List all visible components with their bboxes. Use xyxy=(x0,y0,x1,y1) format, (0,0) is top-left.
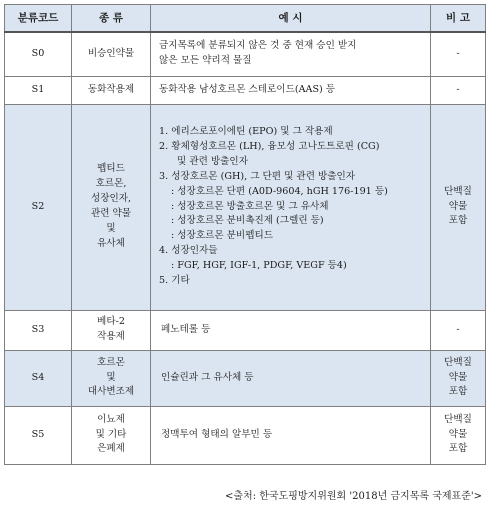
cell-examples xyxy=(151,32,431,76)
kind-line: 베타-2 xyxy=(97,316,125,328)
cell-note xyxy=(431,104,486,310)
example-line: 및 관련 방출인자 xyxy=(177,155,248,167)
cell-code: S4 xyxy=(5,350,72,406)
example-line: 5. 기타 xyxy=(159,274,190,286)
note-line: 단백질 xyxy=(444,185,472,197)
table-row xyxy=(5,406,486,464)
kind-line: 및 기타 xyxy=(95,428,127,440)
example-line: 동화작용 남성호르몬 스테로이드(AAS) 등 xyxy=(159,83,336,95)
header-kind: 종 류 xyxy=(72,5,151,33)
cell-kind xyxy=(72,310,151,350)
example-line: : 성장호르몬 분비촉진제 (그렐린 등) xyxy=(171,215,324,227)
note-line: 포함 xyxy=(448,386,468,398)
example-line: 정맥투여 형태의 알부민 등 xyxy=(161,428,273,440)
cell-note xyxy=(431,350,486,406)
cell-examples xyxy=(151,406,431,464)
header-code: 분류코드 xyxy=(5,5,72,33)
cell-kind xyxy=(72,104,151,310)
cell-code: S3 xyxy=(5,310,72,350)
cell-code: S2 xyxy=(5,104,72,310)
cell-kind xyxy=(72,32,151,76)
example-line: 4. 성장인자들 xyxy=(159,245,218,257)
kind-line: 호르몬, xyxy=(95,178,127,190)
table-row xyxy=(5,350,486,406)
cell-examples xyxy=(151,350,431,406)
example-line: : FGF, HGF, IGF-1, PDGF, VEGF 등4) xyxy=(171,260,347,271)
cell-code: S1 xyxy=(5,76,72,104)
cell-kind xyxy=(72,406,151,464)
note-line: 포함 xyxy=(448,443,468,455)
note-line: 포함 xyxy=(448,215,468,227)
prohibited-list-table xyxy=(4,4,486,465)
kind-line: 대사변조제 xyxy=(87,386,135,398)
kind-line: 및 xyxy=(106,371,116,383)
note-line: - xyxy=(456,83,460,95)
cell-examples xyxy=(151,76,431,104)
cell-examples xyxy=(151,104,431,310)
table-row xyxy=(5,104,486,310)
example-line: 2. 황체형성호르몬 (LH), 융모성 고나도트로핀 (CG) xyxy=(159,141,380,153)
table-row xyxy=(5,32,486,76)
cell-note xyxy=(431,76,486,104)
kind-line: 성장인자, xyxy=(90,193,132,205)
example-line: : 성장호르몬 분비펩티드 xyxy=(171,230,274,242)
cell-examples xyxy=(151,310,431,350)
cell-note xyxy=(431,310,486,350)
note-line: 약물 xyxy=(448,200,468,212)
example-line: 3. 성장호르몬 (GH), 그 단편 및 관련 방출인자 xyxy=(159,170,356,182)
table-row xyxy=(5,76,486,104)
example-line: 않은 모든 약리적 물질 xyxy=(159,55,252,67)
note-line: 단백질 xyxy=(444,356,472,368)
note-line: 약물 xyxy=(448,428,468,440)
cell-code: S5 xyxy=(5,406,72,464)
note-line: - xyxy=(456,323,460,335)
example-line: : 성장호르몬 방출호르몬 및 그 유사체 xyxy=(171,200,329,212)
table-body xyxy=(5,32,486,464)
example-line: 금지목록에 분류되지 않은 것 중 현재 승인 받지 xyxy=(159,40,357,52)
cell-note xyxy=(431,32,486,76)
kind-line: 동화작용제 xyxy=(87,83,135,95)
cell-code: S0 xyxy=(5,32,72,76)
cell-note xyxy=(431,406,486,464)
source-caption: <출처: 한국도핑방지위원회 '2018년 금지목록 국제표준'> xyxy=(225,491,482,502)
kind-line: 유사체 xyxy=(97,237,125,249)
kind-line: 및 xyxy=(106,222,116,234)
example-line: : 성장호르몬 단편 (A0D-9604, hGH 176-191 등) xyxy=(171,185,388,197)
kind-line: 이뇨제 xyxy=(97,413,125,425)
example-line: 1. 에리스로포이에틴 (EPO) 및 그 작용제 xyxy=(159,126,333,138)
kind-line: 호르몬 xyxy=(97,356,125,368)
kind-line: 비승인약물 xyxy=(87,47,135,59)
note-line: 단백질 xyxy=(444,413,472,425)
kind-line: 작용제 xyxy=(97,331,125,342)
kind-line: 관련 약물 xyxy=(90,208,132,219)
cell-kind xyxy=(72,76,151,104)
note-line: 약물 xyxy=(448,371,468,383)
kind-line: 펩티드 xyxy=(97,163,125,175)
header-examples: 예 시 xyxy=(151,5,431,33)
kind-line: 은폐제 xyxy=(97,443,125,455)
header-note: 비 고 xyxy=(431,5,486,33)
note-line: - xyxy=(456,47,460,59)
example-line: 인슐린과 그 유사체 등 xyxy=(161,371,254,383)
table-row xyxy=(5,310,486,350)
table-header-row xyxy=(5,5,486,33)
example-line: 페노테롤 등 xyxy=(161,323,211,335)
cell-kind xyxy=(72,350,151,406)
